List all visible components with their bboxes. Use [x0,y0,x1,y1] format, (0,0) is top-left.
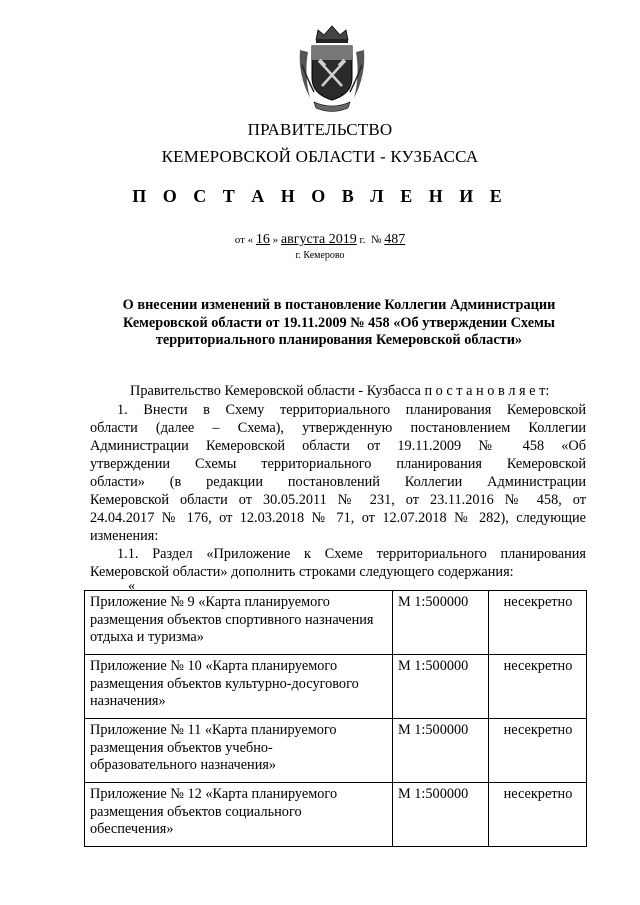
paragraph-1-line: области (далее – Схема), утвержденную постановлением Коллегии [90,420,586,436]
appendix-secrecy-cell: несекретно [489,591,587,655]
intro-resolves: п о с т а н о в л я е т: [424,383,550,399]
paragraph-1-line: 1. Внести в Схему территориального планирования Кемеровской [117,402,586,418]
appendix-secrecy-cell: несекретно [489,719,587,783]
paragraph-2-line: 1.1. Раздел «Приложение к Схеме территориального планирования [117,546,586,562]
appendix-name-line: отдыха и туризма» [90,629,204,645]
table-row [85,783,587,847]
appendix-name-line: размещения объектов учебно- [90,739,273,756]
city-label: г. Кемерово [295,250,345,261]
appendix-scale-cell: М 1:500000 [393,719,489,783]
coat-of-arms-icon [296,20,368,116]
appendix-name-line: размещения объектов спортивного назначения [90,611,374,628]
paragraph-1-line: изменения: [90,528,159,544]
date-from: от [234,234,245,246]
appendix-name-cell [85,591,393,655]
appendix-name-line: назначения» [90,693,166,709]
paragraph-1-line: утверждении Схемы территориального планирования Кемеровской [90,456,586,472]
intro-paragraph [130,383,586,401]
appendix-name-cell [85,719,393,783]
date-day: 16 [255,232,270,247]
appendix-name-line: Приложение № 10 «Карта планируемого [90,658,338,674]
decree-subject [88,297,590,350]
appendix-scale-cell: М 1:500000 [393,591,489,655]
paragraph-2-line: Кемеровской области» дополнить строками следующего содержания: [90,564,514,580]
appendix-name-cell [85,783,393,847]
appendix-name-line: размещения объектов культурно-досугового [90,675,359,692]
appendix-name-line: размещения объектов социального [90,803,302,820]
number-sign: № [371,234,382,246]
appendix-table [84,590,587,847]
decree-number: 487 [384,232,406,247]
paragraph-1-line: Кемеровской области от 30.05.2011 № 231, от 23.11.2016 № 458, от [90,492,586,508]
subject-line: Кемеровской области от 19.11.2009 № 458 «Об утверждении Схемы [123,314,555,331]
appendix-scale-cell: М 1:500000 [393,783,489,847]
appendix-name-line: Приложение № 12 «Карта планируемого [90,786,338,802]
table-row [85,591,587,655]
appendix-name-line: образовательного назначения» [90,757,277,773]
table-row [85,719,587,783]
appendix-secrecy-cell: несекретно [489,655,587,719]
appendix-name-line: Приложение № 11 «Карта планируемого [90,722,337,738]
date-line [0,232,640,248]
date-year-suffix: г. [359,234,366,246]
appendix-name-line: Приложение № 9 «Карта планируемого [90,594,330,610]
region-title: КЕМЕРОВСКОЙ ОБЛАСТИ - КУЗБАССА [161,147,479,166]
appendix-name-line: обеспечения» [90,821,174,837]
table-row [85,655,587,719]
appendix-secrecy-cell: несекретно [489,783,587,847]
subject-line: О внесении изменений в постановление Коллегии Администрации [122,297,556,313]
government-title: ПРАВИТЕЛЬСТВО [247,120,393,139]
opening-quote: « [128,578,136,594]
appendix-scale-cell: М 1:500000 [393,655,489,719]
paragraph-1-line: 24.04.2017 № 176, от 12.03.2018 № 71, от 12.07.2018 № 282), следующие [90,510,586,526]
date-close-quote: » [272,234,279,246]
intro-text: Правительство Кемеровской области - Кузбасса [130,383,421,399]
date-month-year: августа 2019 [280,232,357,247]
date-open-quote: « [247,234,254,246]
subject-line: территориального планирования Кемеровской области» [155,332,523,348]
document-type: П О С Т А Н О В Л Е Н И Е [132,186,508,206]
appendix-name-cell [85,655,393,719]
paragraph-1-line: Администрации Кемеровской области от 19.11.2009 № 458 «Об [90,438,586,454]
paragraph-1-line: области» (в редакции постановлений Коллегии Администрации [90,474,586,490]
